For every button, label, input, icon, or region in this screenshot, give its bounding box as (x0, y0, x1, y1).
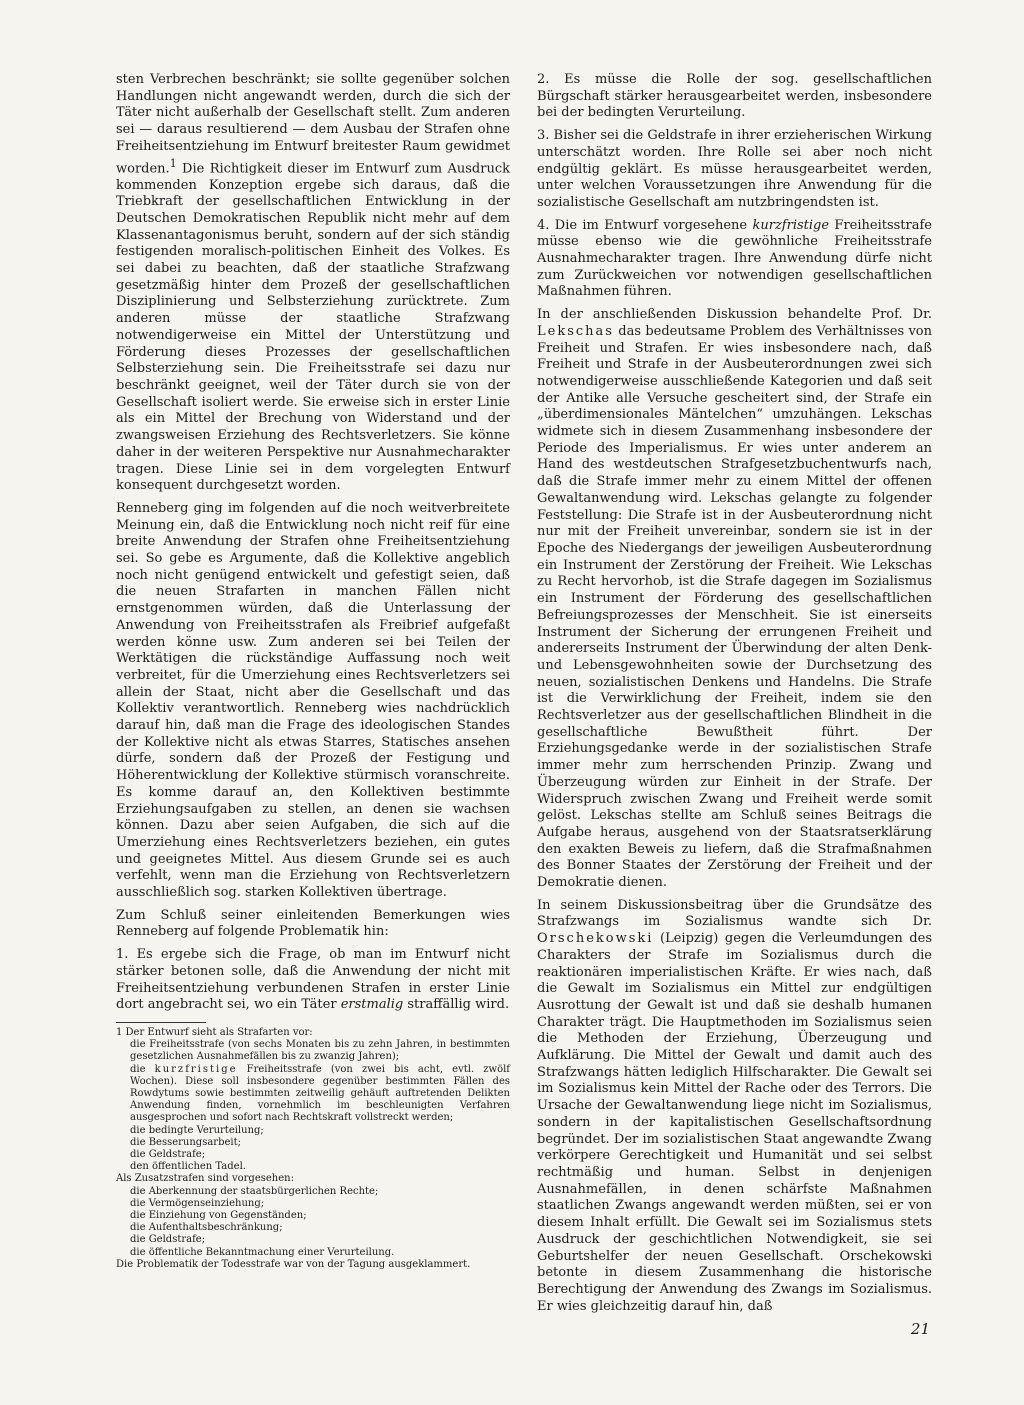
paragraph: Zum Schluß seiner einleitenden Bemerkungen wies Renneberg auf folgende Problematik hin: (116, 907, 510, 940)
left-column (116, 72, 510, 1271)
paragraph: In der anschließenden Diskussion behandelte Prof. Dr. Lekschas das bedeutsame Problem des Verhältnisses von Freiheit und Strafen. Er wies insbesondere nach, daß Freiheit und Strafe in der Ausbeuterordnungen zwei sich notwendigerweise ausschließende Kategorien und daß seit der Antike alle Versuche gescheitert sind, der Strafe ein „überdimensionales Mäntelchen“ umzuhängen. Lekschas widmete sich in diesem Zusammenhang insbesondere der Periode des Imperialismus. Er wies unter anderem an Hand des westdeutschen Strafgesetzbuchentwurfs nach, daß die Strafe immer mehr zu einem Mittel der offenen Gewaltanwendung wird. Lekschas gelangte zu folgender Feststellung: Die Strafe ist in der Ausbeuterordnung nicht nur mit der Freiheit unvereinbar, sondern sie ist in der Epoche des Niedergangs der jeweiligen Ausbeuterordnung ein Instrument der Zerstörung der Freiheit. Wie Lekschas zu Recht hervorhob, ist die Strafe dagegen im Sozialismus ein Instrument der Förderung des gesellschaftlichen Befreiungsprozesses der Menschheit. Sie ist einerseits Instrument der Sicherung der errungenen Freiheit und andererseits Instrument der Überwindung der alten Denk- und Lebensgewohnheiten sowie der Durchsetzung des neuen, sozialistischen Denkens und Handelns. Die Strafe ist die Verwirklichung der Freiheit, indem sie den Rechtsverletzer aus der gesellschaftlichen Blindheit in die gesellschaftliche Bewußtheit führt. Der Erziehungsgedanke werde in der sozialistischen Strafe immer mehr zum herrschenden Prinzip. Zwang und Überzeugung würden zur Einheit in der Strafe. Der Widerspruch zwischen Zwang und Freiheit werde somit gelöst. Lekschas stellte am Schluß seines Beitrags die Aufgabe heraus, ausgehend von der Staatsratserklärung den exakten Beweis zu liefern, daß die Strafmaßnahmen des Bonner Staates der Zerstörung der Freiheit und der Demokratie dienen. (537, 307, 932, 891)
right-column (537, 72, 932, 1321)
footnote: 1 Der Entwurf sieht als Strafarten vor: die Freiheitsstrafe (von sechs Monaten bis zu zehn Jahren, in bestimmten gesetzlichen Ausnahmefällen bis zu zwanzig Jahren); die kurzfristige Freiheitsstrafe (von zwei bis acht, evtl. zwölf Wochen). Diese soll insbesondere gegenüber bestimmten Fällen des Rowdytums sowie bestimmten zeitweilig gehäuft auftretenden Delikten Anwendung finden, vornehmlich im beschleunigten Verfahren ausgesprochen und sofort nach Rechtskraft vollstreckt werden; die bedingte Verurteilung; die Besserungsarbeit; die Geldstrafe; den öffentlichen Tadel. Als Zusatzstrafen sind vorgesehen: die Aberkennung der staatsbürgerlichen Rechte; die Vermögenseinziehung; die Einziehung von Gegenständen; die Aufenthaltsbeschränkung; die Geldstrafe; die öffentliche Bekanntmachung einer Verurteilung. Die Problematik der Todesstrafe war von der Tagung ausgeklammert. (116, 1027, 510, 1270)
list-item: 4. Die im Entwurf vorgesehene kurzfristige Freiheitsstrafe müsse ebenso wie die gewöhnliche Freiheitsstrafe Ausnahmecharakter tragen. Ihre Anwendung dürfe nicht zum Zurückweichen vor notwendigen gesellschaftlichen Maßnahmen führen. (537, 217, 932, 300)
list-item: 2. Es müsse die Rolle der sog. gesellschaftlichen Bürgschaft stärker herausgearbeitet werden, insbesondere bei der bedingten Verurteilung. (537, 72, 932, 121)
paragraph: Renneberg ging im folgenden auf die noch weitverbreitete Meinung ein, daß die Entwicklung noch nicht reif für eine breite Anwendung der Strafen ohne Freiheitsentziehung sei. So gebe es Argumente, daß die Kollektive angeblich noch nicht genügend entwickelt und gefestigt seien, daß die neuen Strafarten in manchen Fällen nicht ernstgenommen würden, daß die Unterlassung der Anwendung von Freiheitsstrafen als Freibrief aufgefaßt werden könne usw. Zum anderen sei bei Teilen der Werktätigen die rückständige Auffassung noch weit verbreitet, für die Umerziehung eines Rechtsverletzers sei allein der Staat, nicht aber die Gesellschaft und das Kollektiv verantwortlich. Renneberg wies nachdrücklich darauf hin, daß man die Frage des ideologischen Standes der Kollektive nicht als etwas Starres, Statisches ansehen dürfe, sondern daß der Prozeß der Festigung und Höherentwicklung der Kollektive stürmisch voranschreite. Es komme darauf an, den Kollektiven bestimmte Erziehungsaufgaben zu stellen, an denen sie wachsen können. Dazu aber seien Aufgaben, die sich auf die Umerziehung eines Rechtsverletzers beziehen, ein gutes und geeignetes Mittel. Aus diesem Grunde sei es auch verfehlt, wenn man die Erziehung von Rechtsverletzern ausschließlich sog. starken Kollektiven übertrage. (116, 500, 510, 901)
paragraph: sten Verbrechen beschränkt; sie sollte gegenüber solchen Handlungen nicht angewandt werden, durch die sich der Täter nicht außerhalb der Gesellschaft stellt. Zum anderen sei — daraus resultierend — dem Ausbau der Strafen ohne Freiheitsentziehung im Entwurf breitester Raum gewidmet worden.$^1$ Die Richtigkeit dieser im Entwurf zum Ausdruck kommenden Konzeption ergebe sich daraus, daß die Triebkraft der gesellschaftlichen Entwicklung in der Deutschen Demokratischen Republik nicht mehr auf dem Klassenantagonismus beruht, sondern auf der sich ständig festigenden moralisch-politischen Einheit des Volkes. Es sei dabei zu beachten, daß der staatliche Strafzwang gesetzmäßig hinter dem Prozeß der gesellschaftlichen Disziplinierung und Selbsterziehung zurücktrete. Zum anderen müsse der staatliche Strafzwang notwendigerweise ein Mittel der Unterstützung und Förderung dieses Prozesses der gesellschaftlichen Selbsterziehung sein. Die Freiheitsstrafe sei dazu nur beschränkt geeignet, weil der Täter durch sie von der Gesellschaft isoliert werde. Sie erweise sich in erster Linie als ein Mittel der Brechung von Widerstand und der zwangsweisen Erziehung des Rechtsverletzers. Sie könne daher in der weiteren Perspektive nur Ausnahmecharakter tragen. Diese Linie sei in dem vorgelegten Entwurf konsequent durchgesetzt worden. (116, 72, 510, 494)
page-number: 21 (910, 1320, 930, 1338)
footnote-divider (116, 1022, 206, 1023)
list-item: 3. Bisher sei die Geldstrafe in ihrer erzieherischen Wirkung unterschätzt worden. Ihre Rolle sei aber noch nicht endgültig geklärt. Es müsse herausgearbeitet werden, unter welchen Voraussetzungen ihre Anwendung für die sozialistische Gesellschaft am nutzbringendsten ist. (537, 128, 932, 210)
list-item: 1. Es ergebe sich die Frage, ob man im Entwurf nicht stärker betonen solle, daß die Anwendung der nicht mit Freiheitsentziehung verbundenen Strafen in erster Linie dort angebracht sei, wo ein Täter erstmalig straffällig wird. (116, 947, 510, 1013)
footnote-marker: 1 (169, 156, 177, 170)
paragraph: In seinem Diskussionsbeitrag über die Grundsätze des Strafzwangs im Sozialismus wandte sich Dr. Orschekowski (Leipzig) gegen die Verleumdungen des Charakters der Strafe im Sozialismus durch die reaktionären imperialistischen Kräfte. Er wies nach, daß die Gewalt im Sozialismus ein Mittel zur endgültigen Ausrottung der Gewalt ist und daß sie deshalb humanen Charakter trägt. Die Hauptmethoden im Sozialismus seien die Methoden der Erziehung, Überzeugung und Aufklärung. Die Mittel der Gewalt und damit auch des Strafzwangs hätten lediglich Hilfscharakter. Die Gewalt sei im Sozialismus kein Mittel der Rache oder des Terrors. Die Ursache der Gewaltanwendung liege nicht im Sozialismus, sondern in der kapitalistischen Gesellschaftsordnung begründet. Der im sozialistischen Staat angewandte Zwang verkörpere Gerechtigkeit und Humanität und sei selbst rechtmäßig und human. Selbst in denjenigen Ausnahmefällen, in denen schärfste Maßnahmen staatlichen Zwangs angewandt werden müßten, sei er von diesem Inhalt erfüllt. Die Gewalt sei im Sozialismus stets Ausdruck der geschichtlichen Notwendigkeit, sie sei Geburtshelfer der neuen Gesellschaft. Orschekowski betonte in diesem Zusammenhang die historische Berechtigung der Anwendung des Zwangs im Sozialismus. Er wies gleichzeitig darauf hin, daß (537, 897, 932, 1314)
